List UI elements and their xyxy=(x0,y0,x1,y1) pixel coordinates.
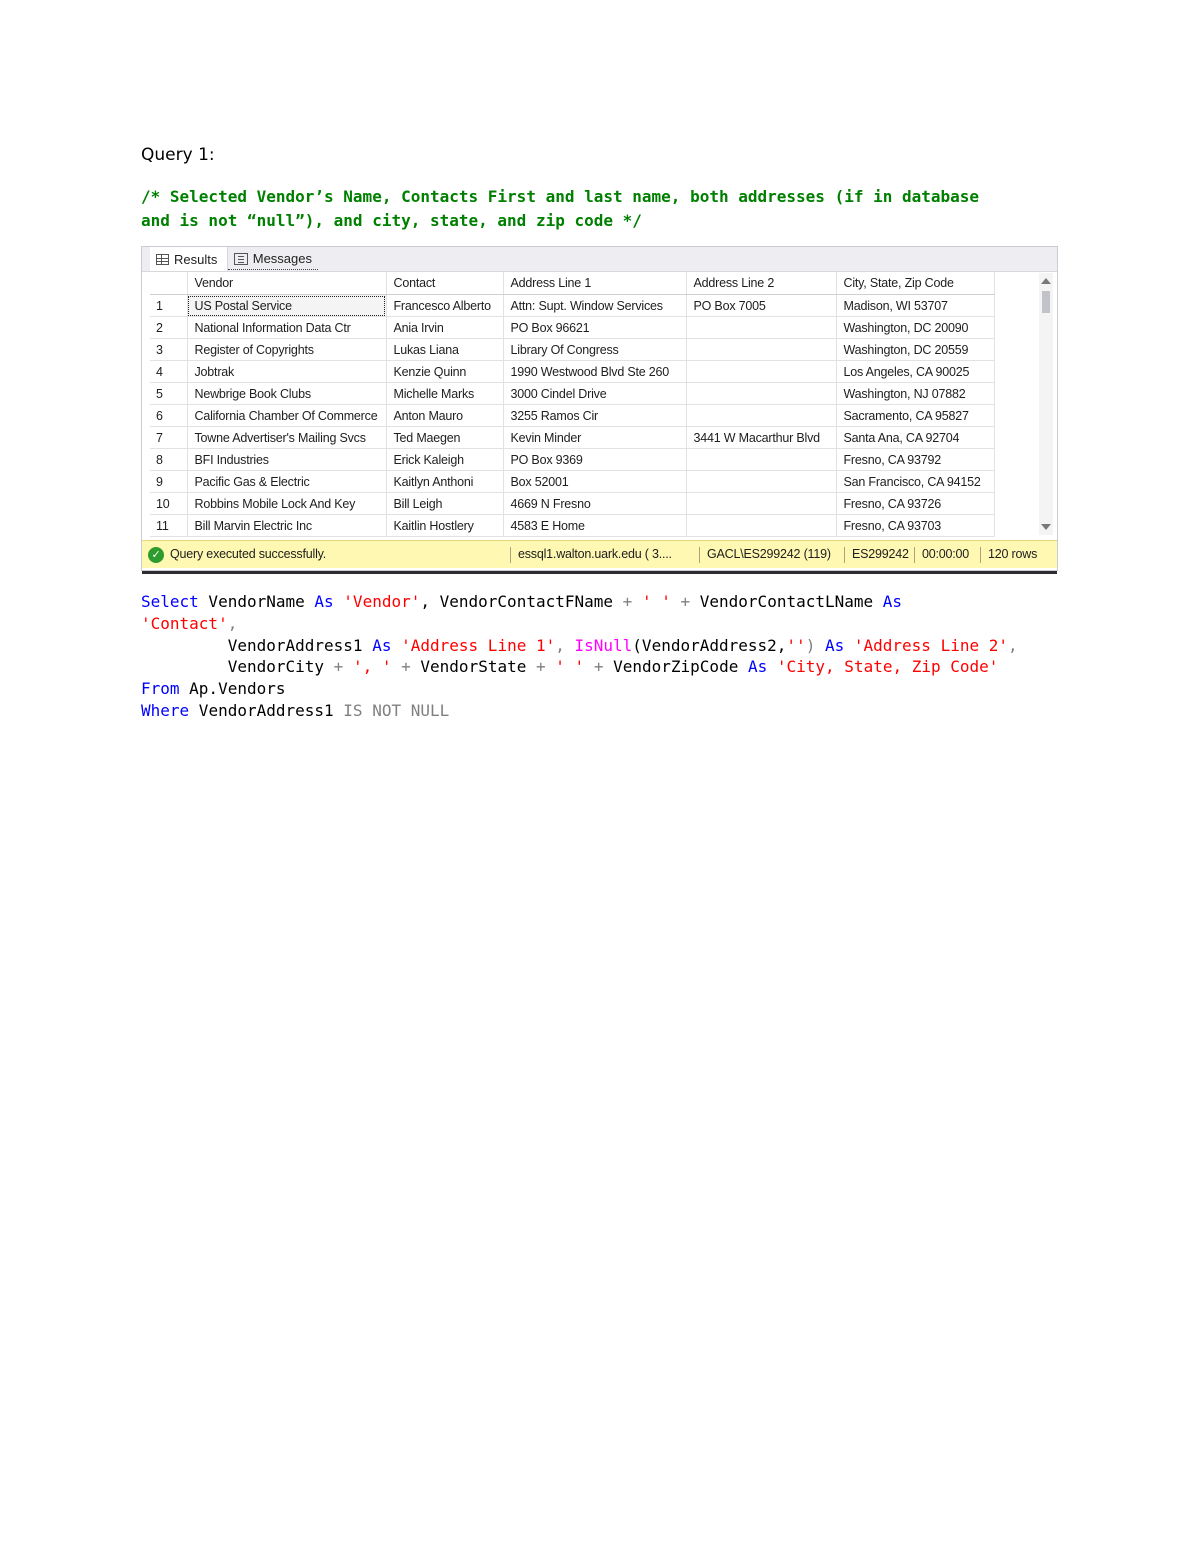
table-row xyxy=(150,339,994,361)
sql-operator: ) xyxy=(805,635,816,655)
cell-city-state-zip[interactable]: Washington, DC 20090 xyxy=(836,317,994,339)
cell-address-line-1[interactable]: 3000 Cindel Drive xyxy=(503,383,686,405)
status-divider xyxy=(844,547,845,563)
table-row xyxy=(150,383,994,405)
row-number[interactable]: 5 xyxy=(150,383,187,405)
table-row xyxy=(150,361,994,383)
row-number[interactable]: 10 xyxy=(150,493,187,515)
cell-vendor[interactable]: Robbins Mobile Lock And Key xyxy=(187,493,386,515)
kw-as: As xyxy=(882,592,903,611)
row-number[interactable]: 1 xyxy=(150,295,187,317)
cell-city-state-zip[interactable]: Fresno, CA 93703 xyxy=(836,515,994,537)
sql-token: Ap.Vendors xyxy=(179,679,286,699)
cell-address-line-1[interactable]: PO Box 96621 xyxy=(503,317,686,339)
sql-operator: , xyxy=(555,635,575,655)
cell-address-line-2[interactable] xyxy=(686,383,836,405)
sql-operator: + xyxy=(536,657,546,677)
cell-city-state-zip[interactable]: Madison, WI 53707 xyxy=(836,295,994,317)
cell-contact[interactable]: Kaitlin Hostlery xyxy=(386,515,503,537)
sql-string: 'Address Line 2' xyxy=(853,635,1008,655)
row-number[interactable]: 11 xyxy=(150,515,187,537)
sql-string: 'Address Line 1' xyxy=(401,635,556,655)
cell-address-line-2[interactable] xyxy=(686,449,836,471)
sql-line-5 xyxy=(141,678,1071,700)
cell-city-state-zip[interactable]: San Francisco, CA 94152 xyxy=(836,471,994,493)
status-message: Query executed successfully. xyxy=(170,547,327,561)
status-server: essql1.walton.uark.edu ( 3.... xyxy=(518,547,672,561)
results-header-row xyxy=(150,272,994,295)
sql-token: VendorState xyxy=(410,657,536,677)
cell-address-line-2[interactable] xyxy=(686,471,836,493)
status-divider xyxy=(699,547,700,563)
cell-vendor[interactable]: Newbrige Book Clubs xyxy=(187,383,386,405)
cell-city-state-zip[interactable]: Fresno, CA 93726 xyxy=(836,493,994,515)
tab-results[interactable] xyxy=(150,247,228,271)
cell-contact[interactable]: Michelle Marks xyxy=(386,383,503,405)
sql-string: '' xyxy=(786,635,806,655)
kw-as: As xyxy=(824,635,845,655)
cell-contact[interactable]: Kaitlyn Anthoni xyxy=(386,471,503,493)
column-header-city-state-zip[interactable]: City, State, Zip Code xyxy=(836,272,994,295)
row-number[interactable]: 8 xyxy=(150,449,187,471)
row-number[interactable]: 7 xyxy=(150,427,187,449)
sql-operator: , xyxy=(1008,635,1018,655)
fn-isnull: IsNull xyxy=(574,635,633,655)
row-number[interactable]: 3 xyxy=(150,339,187,361)
sql-token: VendorAddress1 xyxy=(227,635,373,655)
status-user: GACL\ES299242 (119) xyxy=(707,547,831,561)
column-header-address-line-1[interactable]: Address Line 1 xyxy=(503,272,686,295)
sql-token: , VendorContactFName xyxy=(420,592,623,611)
sql-token: VendorContactLName xyxy=(690,592,883,611)
scroll-thumb[interactable] xyxy=(1042,291,1050,313)
kw-as: As xyxy=(372,635,392,655)
cell-address-line-2[interactable] xyxy=(686,515,836,537)
row-number[interactable]: 4 xyxy=(150,361,187,383)
cell-address-line-2[interactable] xyxy=(686,339,836,361)
cell-address-line-2[interactable] xyxy=(686,493,836,515)
pane-bottom-border xyxy=(142,571,1057,574)
cell-address-line-1[interactable]: Library Of Congress xyxy=(503,339,686,361)
cell-city-state-zip[interactable]: Washington, DC 20559 xyxy=(836,339,994,361)
cell-address-line-2[interactable]: 3441 W Macarthur Blvd xyxy=(686,427,836,449)
sql-line-3 xyxy=(141,635,1071,657)
results-tab-bar xyxy=(142,247,1057,272)
cell-city-state-zip[interactable]: Sacramento, CA 95827 xyxy=(836,405,994,427)
kw-from: From xyxy=(141,679,180,699)
tab-messages-label: Messages xyxy=(252,251,312,266)
cell-vendor[interactable]: BFI Industries xyxy=(187,449,386,471)
cell-address-line-1[interactable]: Kevin Minder xyxy=(503,427,686,449)
cell-vendor[interactable]: US Postal Service xyxy=(187,295,386,317)
sql-line-4 xyxy=(141,656,1071,678)
cell-contact[interactable]: Bill Leigh xyxy=(386,493,503,515)
grid-icon xyxy=(156,254,169,265)
status-database: ES299242 xyxy=(852,547,909,561)
sql-token: VendorZipCode xyxy=(603,657,748,677)
cell-vendor[interactable]: Bill Marvin Electric Inc xyxy=(187,515,386,537)
scroll-down-arrow-icon[interactable] xyxy=(1041,524,1051,530)
sql-comment xyxy=(141,185,1081,233)
comment-line-1: /* Selected Vendor’s Name, Contacts First and last name, both addresses (if in database xyxy=(141,187,980,206)
table-row xyxy=(150,295,994,317)
column-header-contact[interactable]: Contact xyxy=(386,272,503,295)
messages-icon xyxy=(234,253,248,265)
cell-contact[interactable]: Kenzie Quinn xyxy=(386,361,503,383)
cell-city-state-zip[interactable]: Santa Ana, CA 92704 xyxy=(836,427,994,449)
cell-address-line-2[interactable] xyxy=(686,317,836,339)
row-number[interactable]: 2 xyxy=(150,317,187,339)
table-row xyxy=(150,493,994,515)
sql-string: 'Vendor' xyxy=(343,592,421,611)
success-check-icon: ✓ xyxy=(148,547,164,563)
cell-contact[interactable]: Francesco Alberto xyxy=(386,295,503,317)
sql-operator: + xyxy=(593,657,604,677)
status-divider xyxy=(980,547,981,563)
sql-line-6 xyxy=(141,700,1071,722)
sql-operator: + xyxy=(622,592,633,611)
sql-line-2 xyxy=(141,613,1071,635)
kw-where: Where xyxy=(141,700,190,720)
status-divider xyxy=(510,547,511,563)
sql-token: VendorName xyxy=(198,592,315,611)
sql-operator: + xyxy=(401,657,411,677)
tab-results-label: Results xyxy=(174,251,218,267)
kw-select: Select xyxy=(141,592,199,611)
column-header-vendor[interactable]: Vendor xyxy=(187,272,386,295)
table-row xyxy=(150,427,994,449)
table-row xyxy=(150,449,994,471)
table-row xyxy=(150,405,994,427)
cell-vendor[interactable]: Jobtrak xyxy=(187,361,386,383)
cell-address-line-1[interactable]: Attn: Supt. Window Services xyxy=(503,295,686,317)
sql-operator: , xyxy=(227,613,238,633)
query-status-bar xyxy=(142,540,1057,568)
column-header-rownum[interactable] xyxy=(150,272,187,295)
sql-string: ' ' xyxy=(555,657,585,677)
cell-address-line-1[interactable]: Box 52001 xyxy=(503,471,686,493)
sql-token: VendorAddress1 xyxy=(189,700,344,720)
status-row-count: 120 rows xyxy=(988,547,1038,561)
results-pane-screenshot xyxy=(141,246,1058,571)
sql-code-block xyxy=(141,591,1071,722)
row-number[interactable]: 9 xyxy=(150,471,187,493)
kw-as: As xyxy=(747,657,768,677)
comment-line-2: and is not “null”), and city, state, and zip code */ xyxy=(141,211,642,230)
tab-messages[interactable] xyxy=(228,248,318,270)
sql-token: VendorCity xyxy=(227,657,334,677)
sql-operator: + xyxy=(680,592,691,611)
cell-vendor[interactable]: California Chamber Of Commerce xyxy=(187,405,386,427)
table-row xyxy=(150,515,994,537)
cell-contact[interactable]: Erick Kaleigh xyxy=(386,449,503,471)
column-header-address-line-2[interactable]: Address Line 2 xyxy=(686,272,836,295)
cell-vendor[interactable]: Pacific Gas & Electric xyxy=(187,471,386,493)
sql-operator: + xyxy=(333,657,344,677)
cell-address-line-2[interactable]: PO Box 7005 xyxy=(686,295,836,317)
results-grid xyxy=(150,272,995,537)
cell-address-line-1[interactable]: 4583 E Home xyxy=(503,515,686,537)
sql-string: 'City, State, Zip Code' xyxy=(776,657,999,677)
status-elapsed: 00:00:00 xyxy=(922,547,970,561)
sql-string: ' ' xyxy=(641,592,671,611)
vertical-scrollbar[interactable] xyxy=(1039,273,1053,535)
cell-address-line-2[interactable] xyxy=(686,405,836,427)
cell-contact[interactable]: Lukas Liana xyxy=(386,339,503,361)
sql-line-1 xyxy=(141,591,1071,613)
cell-contact[interactable]: Ania Irvin xyxy=(386,317,503,339)
row-number[interactable]: 6 xyxy=(150,405,187,427)
cell-vendor[interactable]: National Information Data Ctr xyxy=(187,317,386,339)
sql-token: (VendorAddress2, xyxy=(632,635,787,655)
sql-string: ', ' xyxy=(352,657,392,677)
sql-string: 'Contact' xyxy=(141,613,228,633)
status-divider xyxy=(914,547,915,563)
cell-address-line-1[interactable]: 3255 Ramos Cir xyxy=(503,405,686,427)
cell-city-state-zip[interactable]: Los Angeles, CA 90025 xyxy=(836,361,994,383)
cell-vendor[interactable]: Register of Copyrights xyxy=(187,339,386,361)
scroll-up-arrow-icon[interactable] xyxy=(1041,278,1051,284)
cell-address-line-1[interactable]: PO Box 9369 xyxy=(503,449,686,471)
cell-address-line-1[interactable]: 4669 N Fresno xyxy=(503,493,686,515)
cell-address-line-1[interactable]: 1990 Westwood Blvd Ste 260 xyxy=(503,361,686,383)
cell-contact[interactable]: Anton Mauro xyxy=(386,405,503,427)
cell-address-line-2[interactable] xyxy=(686,361,836,383)
sql-operator: IS NOT NULL xyxy=(343,700,450,720)
table-row xyxy=(150,471,994,493)
cell-contact[interactable]: Ted Maegen xyxy=(386,427,503,449)
cell-city-state-zip[interactable]: Fresno, CA 93792 xyxy=(836,449,994,471)
kw-as: As xyxy=(314,592,334,611)
table-row xyxy=(150,317,994,339)
query-heading: Query 1: xyxy=(141,145,215,165)
cell-vendor[interactable]: Towne Advertiser's Mailing Svcs xyxy=(187,427,386,449)
cell-city-state-zip[interactable]: Washington, NJ 07882 xyxy=(836,383,994,405)
